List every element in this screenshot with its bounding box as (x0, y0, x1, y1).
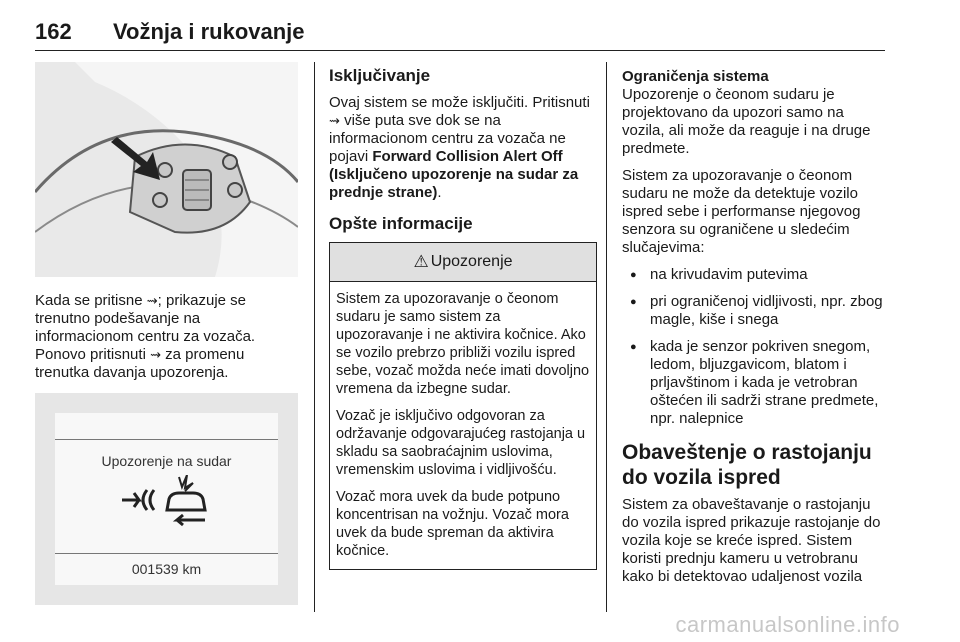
collision-alert-icon: ⇝ (329, 113, 340, 128)
driver-display-figure (35, 393, 298, 605)
list-item: ● na krivudavim putevima (622, 266, 888, 284)
warning-paragraph: Vozač mora uvek da bude potpuno koncentrisan na vožnju. Vozač mora uvek da bude spreman da aktivira kočnice. (336, 489, 569, 559)
middle-column (329, 62, 595, 570)
collision-alert-icon: ⇝ (146, 293, 158, 308)
list-item: ● kada je senzor pokriven snegom, ledom, bljuzgavicom, blatom i prljavštinom i kada je vetrobran oštećen ili sadrži strane predmete, npr. nalepnice (622, 338, 888, 428)
warning-body (330, 282, 596, 560)
collision-alert-symbol-icon (117, 475, 217, 535)
display-title: Upozorenje na sudar (101, 453, 232, 469)
heading-turn-off: Isključivanje (329, 66, 431, 85)
steering-wheel-figure (35, 62, 298, 277)
warning-title: Upozorenje (430, 253, 513, 270)
column-divider-1 (314, 62, 315, 612)
page-header (35, 16, 885, 51)
watermark: carmanualsonline.info (675, 612, 900, 637)
heading-general-info: Opšte informacije (329, 214, 473, 233)
warning-header (330, 243, 596, 282)
warning-box (329, 242, 597, 570)
distance-paragraph: Sistem za obaveštavanje o rastojanju do vozila ispred prikazuje rastojanje do vozila koje se kreće ispred. Sistem koristi prednju kameru u vetrobranu kako bi detektovao udaljenost vozila (622, 496, 881, 585)
right-column (622, 62, 888, 595)
section-heading: Obaveštenje o rastojanju do vozila ispred (622, 441, 872, 489)
display-screen (55, 413, 278, 585)
odometer-readout: 001539 km (131, 561, 202, 577)
sensor-limits-paragraph: Sistem za upozoravanje o čeonom sudaru ne može da detektuje vozilo ispred sebe i performanse njegovog senzora su ograničene u sledećim slučajevima: (622, 167, 861, 256)
left-column (35, 292, 300, 391)
list-item: ● pri ograničenoj vidljivosti, npr. zbog magle, kiše i snega (622, 293, 888, 329)
collision-alert-icon: ⇝ (150, 347, 161, 362)
limitations-paragraph: Upozorenje o čeonom sudaru je projektovano da upozori samo na vozila, ali može da reaguje i na druge predmete. (622, 86, 871, 157)
left-paragraph: Kada se pritisne ⇝; prikazuje se trenutno podešavanje na informacionom centru za vozača. Ponovo pritisnuti ⇝ za promenu trenutka davanja upozorenja. (35, 292, 256, 381)
limitations-heading: Ograničenja sistema (622, 68, 769, 85)
warning-paragraph: Vozač je isključivo odgovoran za održavanje odgovarajućeg rastojanja u skladu sa saobraćajnim uslovima, vremenskim uslovima i vidljivošću. (336, 408, 586, 478)
limitations-list (622, 266, 888, 428)
warning-paragraph: Sistem za upozoravanje o čeonom sudaru je samo sistem za upozoravanje i ne aktivira kočnice. Ako se vozilo prebrzo približi vozilu ispred sebe, vozač možda neće imati dovoljno vremena da izbegne sudar. (336, 291, 590, 397)
column-divider-2 (606, 62, 607, 612)
running-title: Vožnja i rukovanje (113, 19, 305, 44)
turn-off-paragraph: Ovaj sistem se može isključiti. Pritisnuti ⇝ više puta sve dok se na informacionom centru za vozača ne pojavi Forward Collision Alert Off (Isključeno upozorenje na sudar za prednje strane). (329, 94, 590, 201)
warning-triangle-icon: ⚠ (413, 252, 429, 271)
page-number: 162 (35, 19, 72, 44)
